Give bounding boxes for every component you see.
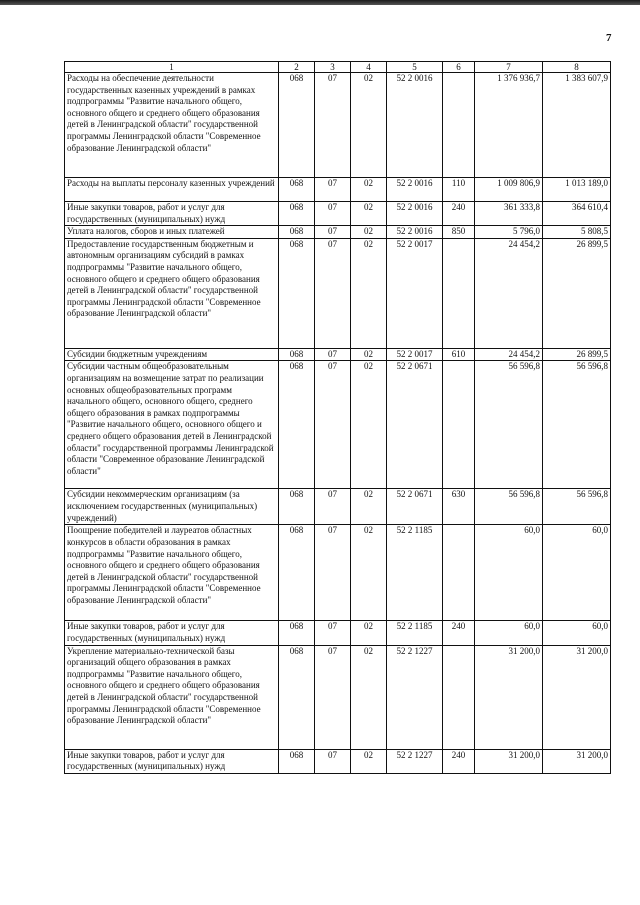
cell-amount-year1: 31 200,0	[475, 749, 543, 773]
cell-amount-year2: 56 596,8	[543, 361, 611, 489]
column-header: 5	[387, 62, 443, 73]
table-row	[65, 178, 611, 202]
row-name: Иные закупки товаров, работ и услуг для государственных (муниципальных) нужд	[65, 749, 279, 773]
cell-chapter: 07	[315, 361, 351, 489]
cell-amount-year1: 60,0	[475, 621, 543, 645]
column-header: 8	[543, 62, 611, 73]
row-name: Предоставление государственным бюджетным и автономным организациям субсидий в рамках подпрограммы "Развитие начального общего, основного общего и среднего общего образования детей в Ленинградской области" государственной программы Ленинградской области "Современное образование Ленинградской области"	[65, 238, 279, 348]
cell-amount-year2: 1 383 607,9	[543, 73, 611, 178]
column-header: 2	[279, 62, 315, 73]
cell-subchapter: 02	[351, 489, 387, 525]
row-name: Иные закупки товаров, работ и услуг для государственных (муниципальных) нужд	[65, 202, 279, 226]
cell-section: 068	[279, 621, 315, 645]
cell-amount-year2: 31 200,0	[543, 749, 611, 773]
cell-amount-year1: 24 454,2	[475, 238, 543, 348]
header-row	[65, 62, 611, 73]
cell-chapter: 07	[315, 621, 351, 645]
cell-code: 52 2 0017	[387, 238, 443, 348]
cell-type: 240	[443, 621, 475, 645]
cell-code: 52 2 1227	[387, 749, 443, 773]
row-name: Поощрение победителей и лауреатов областных конкурсов в области образования в рамках подпрограммы "Развитие начального общего, основного общего и среднего общего образования детей в Ленинградской области" государственной программы Ленинградской области "Современное образование Ленинградской области"	[65, 525, 279, 621]
cell-type: 240	[443, 749, 475, 773]
row-name: Субсидии бюджетным учреждениям	[65, 348, 279, 361]
cell-type: 240	[443, 202, 475, 226]
row-name: Уплата налогов, сборов и иных платежей	[65, 226, 279, 239]
cell-amount-year1: 56 596,8	[475, 361, 543, 489]
cell-chapter: 07	[315, 489, 351, 525]
cell-type: 850	[443, 226, 475, 239]
cell-amount-year2: 26 899,5	[543, 348, 611, 361]
cell-code: 52 2 1185	[387, 621, 443, 645]
cell-subchapter: 02	[351, 238, 387, 348]
cell-chapter: 07	[315, 348, 351, 361]
row-name: Субсидии частным общеобразовательным организациям на возмещение затрат по реализации основных общеобразовательных программ начального общего, основного общего, среднего общего образования в рамках подпрограммы "Развитие начального общего, основного общего и среднего общего образования детей в Ленинградской области" государственной программы Ленинградской области "Современное образование Ленинградской области"	[65, 361, 279, 489]
cell-amount-year2: 60,0	[543, 525, 611, 621]
table-row	[65, 348, 611, 361]
cell-amount-year1: 1 376 936,7	[475, 73, 543, 178]
cell-section: 068	[279, 226, 315, 239]
cell-code: 52 2 0016	[387, 73, 443, 178]
cell-amount-year2: 31 200,0	[543, 645, 611, 749]
cell-subchapter: 02	[351, 525, 387, 621]
cell-amount-year2: 1 013 189,0	[543, 178, 611, 202]
table-row	[65, 361, 611, 489]
cell-chapter: 07	[315, 73, 351, 178]
cell-section: 068	[279, 238, 315, 348]
cell-code: 52 2 0017	[387, 348, 443, 361]
cell-section: 068	[279, 525, 315, 621]
cell-subchapter: 02	[351, 348, 387, 361]
cell-amount-year1: 361 333,8	[475, 202, 543, 226]
cell-chapter: 07	[315, 525, 351, 621]
budget-table	[64, 61, 611, 774]
cell-section: 068	[279, 361, 315, 489]
cell-amount-year1: 5 796,0	[475, 226, 543, 239]
cell-amount-year1: 60,0	[475, 525, 543, 621]
cell-chapter: 07	[315, 238, 351, 348]
cell-chapter: 07	[315, 749, 351, 773]
cell-subchapter: 02	[351, 361, 387, 489]
cell-subchapter: 02	[351, 178, 387, 202]
cell-code: 52 2 1227	[387, 645, 443, 749]
column-header: 3	[315, 62, 351, 73]
table-row	[65, 621, 611, 645]
column-header: 7	[475, 62, 543, 73]
cell-code: 52 2 0016	[387, 178, 443, 202]
cell-section: 068	[279, 178, 315, 202]
cell-chapter: 07	[315, 645, 351, 749]
cell-type	[443, 525, 475, 621]
row-name: Расходы на выплаты персоналу казенных учреждений	[65, 178, 279, 202]
cell-subchapter: 02	[351, 749, 387, 773]
cell-section: 068	[279, 645, 315, 749]
cell-subchapter: 02	[351, 645, 387, 749]
cell-chapter: 07	[315, 202, 351, 226]
cell-subchapter: 02	[351, 202, 387, 226]
cell-section: 068	[279, 73, 315, 178]
cell-type	[443, 73, 475, 178]
cell-amount-year1: 24 454,2	[475, 348, 543, 361]
cell-type	[443, 238, 475, 348]
table-body	[65, 73, 611, 774]
cell-subchapter: 02	[351, 226, 387, 239]
cell-section: 068	[279, 749, 315, 773]
cell-type: 630	[443, 489, 475, 525]
column-header: 4	[351, 62, 387, 73]
cell-chapter: 07	[315, 178, 351, 202]
page-number: 7	[606, 32, 612, 44]
table-row	[65, 525, 611, 621]
cell-section: 068	[279, 202, 315, 226]
cell-type: 610	[443, 348, 475, 361]
row-name: Расходы на обеспечение деятельности государственных казенных учреждений в рамках подпрограммы "Развитие начального общего, основного общего и среднего общего образования детей в Ленинградской области" государственной программы Ленинградской области "Современное образование Ленинградской области"	[65, 73, 279, 178]
cell-amount-year2: 26 899,5	[543, 238, 611, 348]
row-name: Укрепление материально-технической базы организаций общего образования в рамках подпрограммы "Развитие начального общего, основного общего и среднего общего образования детей в Ленинградской области" государственной программы Ленинградской области "Современное образование Ленинградской области"	[65, 645, 279, 749]
row-name: Субсидии некоммерческим организациям (за исключением государственных (муниципальных) учреждений)	[65, 489, 279, 525]
cell-code: 52 2 0016	[387, 202, 443, 226]
cell-amount-year1: 1 009 806,9	[475, 178, 543, 202]
cell-code: 52 2 0671	[387, 361, 443, 489]
scan-top-edge	[0, 0, 640, 5]
table-row	[65, 226, 611, 239]
table-row	[65, 202, 611, 226]
cell-code: 52 2 0016	[387, 226, 443, 239]
cell-amount-year2: 60,0	[543, 621, 611, 645]
cell-type: 110	[443, 178, 475, 202]
cell-amount-year1: 31 200,0	[475, 645, 543, 749]
cell-amount-year2: 56 596,8	[543, 489, 611, 525]
cell-code: 52 2 1185	[387, 525, 443, 621]
cell-amount-year2: 5 808,5	[543, 226, 611, 239]
table-row	[65, 749, 611, 773]
column-header: 6	[443, 62, 475, 73]
table-row	[65, 73, 611, 178]
table-row	[65, 645, 611, 749]
cell-section: 068	[279, 348, 315, 361]
cell-type	[443, 645, 475, 749]
cell-section: 068	[279, 489, 315, 525]
table-row	[65, 238, 611, 348]
cell-subchapter: 02	[351, 73, 387, 178]
cell-chapter: 07	[315, 226, 351, 239]
cell-code: 52 2 0671	[387, 489, 443, 525]
cell-type	[443, 361, 475, 489]
cell-subchapter: 02	[351, 621, 387, 645]
cell-amount-year1: 56 596,8	[475, 489, 543, 525]
row-name: Иные закупки товаров, работ и услуг для государственных (муниципальных) нужд	[65, 621, 279, 645]
column-header: 1	[65, 62, 279, 73]
table-row	[65, 489, 611, 525]
cell-amount-year2: 364 610,4	[543, 202, 611, 226]
